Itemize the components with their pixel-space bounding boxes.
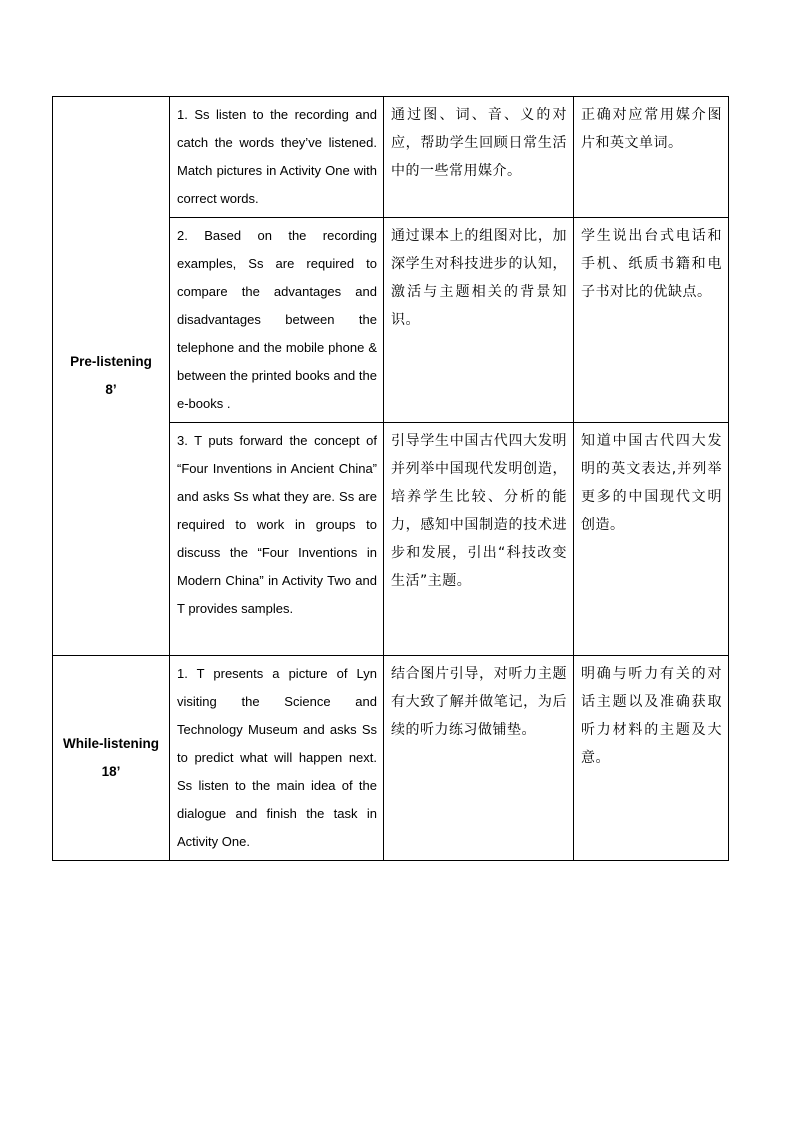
purpose-text: 通过图、词、音、义的对应，帮助学生回顾日常生活中的一些常用媒介。 xyxy=(391,107,567,179)
table-row xyxy=(53,97,729,218)
stage-cell-while-listening xyxy=(53,656,170,861)
outcome-text: 明确与听力有关的对话主题以及准确获取听力材料的主题及大意。 xyxy=(581,666,722,766)
outcome-text: 正确对应常用媒介图片和英文单词。 xyxy=(581,107,722,151)
activity-cell xyxy=(170,97,384,218)
outcome-cell xyxy=(574,97,729,218)
activity-text: 3. T puts forward the concept of “Four Inventions in Ancient China” and asks Ss what they are. Ss are required to work in groups to discuss the “Four Inventions in Modern China” in Activity Two and T provides samples. xyxy=(177,433,377,616)
purpose-text: 通过课本上的组图对比，加深学生对科技进步的认知，激活与主题相关的背景知识。 xyxy=(391,228,567,328)
activity-text: 1. T presents a picture of Lyn visiting the Science and Technology Museum and asks Ss to predict what will happen next. Ss listen to the main idea of the dialogue and finish the task in Activity One. xyxy=(177,666,377,849)
lesson-plan-table xyxy=(52,96,729,861)
outcome-cell xyxy=(574,218,729,423)
outcome-cell xyxy=(574,656,729,861)
stage-name: Pre-listening xyxy=(70,354,152,369)
activity-text: 2. Based on the recording examples, Ss are required to compare the advantages and disadvantages between the telephone and the mobile phone & between the printed books and the e-books . xyxy=(177,228,377,411)
stage-name: While-listening xyxy=(63,736,159,751)
activity-cell xyxy=(170,656,384,861)
stage-cell-pre-listening xyxy=(53,97,170,656)
activity-cell xyxy=(170,218,384,423)
purpose-cell xyxy=(384,656,574,861)
stage-time: 18’ xyxy=(101,764,121,779)
outcome-cell xyxy=(574,423,729,656)
purpose-cell xyxy=(384,423,574,656)
table-row xyxy=(53,656,729,861)
outcome-text: 学生说出台式电话和手机、纸质书籍和电子书对比的优缺点。 xyxy=(581,228,722,300)
outcome-text: 知道中国古代四大发明的英文表达,并列举更多的中国现代文明创造。 xyxy=(581,433,722,533)
stage-time: 8’ xyxy=(105,382,117,397)
purpose-cell xyxy=(384,218,574,423)
purpose-cell xyxy=(384,97,574,218)
purpose-text: 引导学生中国古代四大发明并列举中国现代发明创造，培养学生比较、分析的能力，感知中国制造的技术进步和发展，引出“科技改变生活”主题。 xyxy=(391,433,567,589)
activity-text: 1. Ss listen to the recording and catch the words they’ve listened. Match pictures in Activity One with correct words. xyxy=(177,107,377,206)
activity-cell xyxy=(170,423,384,656)
purpose-text: 结合图片引导，对听力主题有大致了解并做笔记，为后续的听力练习做铺垫。 xyxy=(391,666,567,738)
